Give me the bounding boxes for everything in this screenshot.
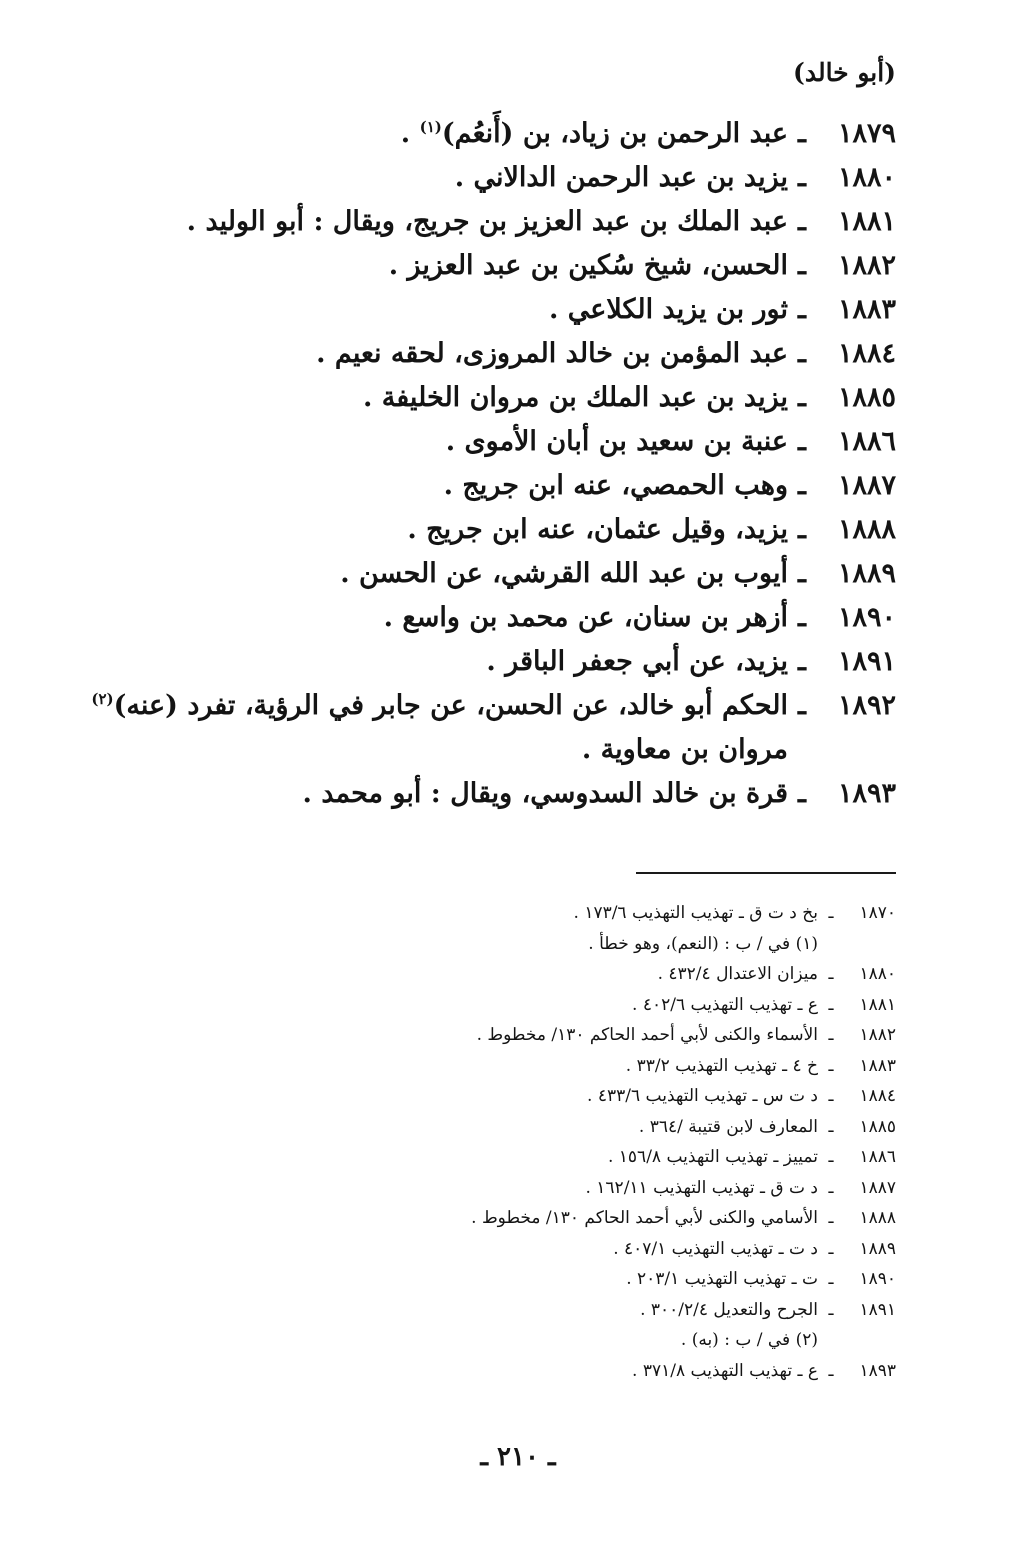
footnote-number: ١٨٨١ bbox=[859, 994, 896, 1015]
entry-dash: ـ bbox=[798, 690, 806, 721]
footnote-row bbox=[76, 1234, 896, 1265]
entry-1891 bbox=[76, 640, 896, 684]
entry-1882 bbox=[76, 244, 896, 288]
entry-text: يزيد، وقيل عثمان، عنه ابن جريج . bbox=[407, 514, 788, 545]
footnote-separator bbox=[636, 872, 896, 874]
footnote-number: ١٨٨٠ bbox=[859, 964, 896, 984]
footnote-text: (٢) في / ب : (به) . bbox=[680, 1330, 818, 1350]
entry-text bbox=[76, 112, 788, 156]
entry-1889 bbox=[76, 552, 896, 596]
entry-number: ١٨٩٣ bbox=[837, 778, 896, 809]
footnote-number: ١٨٩٠ bbox=[859, 1269, 896, 1289]
entry-1886 bbox=[76, 420, 896, 464]
footnote-number: ١٨٩٣ bbox=[859, 1360, 896, 1381]
footnote-dash: ـ bbox=[828, 1360, 834, 1381]
entry-number: ١٨٩١ bbox=[837, 646, 896, 677]
entry-number: ١٨٧٩ bbox=[837, 118, 896, 149]
entry-text-line2: مروان بن معاوية . bbox=[581, 734, 788, 765]
entry-dash: ـ bbox=[798, 250, 806, 281]
entry-number: ١٨٨٢ bbox=[837, 250, 896, 281]
footnote-dash bbox=[818, 929, 844, 960]
entry-text: أزهر بن سنان، عن محمد بن واسع . bbox=[383, 602, 788, 633]
footnote-row bbox=[76, 1356, 896, 1387]
footnote-dash: ـ bbox=[828, 903, 834, 923]
entry-text-main: الحكم أبو خالد، عن الحسن، عن جابر في الرؤية، تفرد (عنه) bbox=[113, 690, 788, 721]
footnote-row bbox=[76, 1264, 896, 1295]
entry-number: ١٨٨٨ bbox=[837, 514, 896, 545]
footnote-dash: ـ bbox=[828, 1147, 834, 1167]
footnote-dash: ـ bbox=[828, 994, 834, 1015]
page-number: ـ ٢١٠ ـ bbox=[480, 1442, 556, 1472]
entry-dash: ـ bbox=[798, 206, 806, 237]
footnote-number: ١٨٨٣ bbox=[859, 1055, 896, 1076]
footnote-number: ١٨٨٦ bbox=[859, 1147, 896, 1167]
footnote-dash: ـ bbox=[828, 1208, 834, 1228]
entry-1879 bbox=[76, 112, 896, 156]
entry-text: قرة بن خالد السدوسي، ويقال : أبو محمد . bbox=[302, 778, 788, 809]
entry-dash: ـ bbox=[798, 778, 806, 809]
footnote-dash: ـ bbox=[828, 1177, 834, 1198]
footnote-row bbox=[76, 1081, 896, 1112]
entry-1890 bbox=[76, 596, 896, 640]
entry-text-tail: . bbox=[400, 118, 411, 149]
entry-dash: ـ bbox=[798, 338, 806, 369]
entry-dash: ـ bbox=[798, 646, 806, 677]
entry-text: يزيد، عن أبي جعفر الباقر . bbox=[486, 646, 788, 677]
footnote-number: ١٨٩١ bbox=[859, 1299, 896, 1320]
footnote-dash: ـ bbox=[828, 1025, 834, 1045]
footnote-dash bbox=[818, 1325, 844, 1356]
footnote-number: ١٨٨٢ bbox=[859, 1025, 896, 1045]
footnote-text: الأسامي والكنى لأبي أحمد الحاكم ١٣٠/ مخطوط . bbox=[471, 1208, 818, 1228]
entries-list bbox=[76, 112, 896, 816]
entry-dash: ـ bbox=[798, 602, 806, 633]
footnote-text: ع ـ تهذيب التهذيب ٣٧١/٨ . bbox=[632, 1360, 818, 1381]
footnote-number: ١٨٨٨ bbox=[859, 1208, 896, 1228]
entry-number: ١٨٨٦ bbox=[837, 426, 896, 457]
entry-number: ١٨٨٠ bbox=[837, 162, 896, 193]
footnote-row bbox=[76, 1325, 896, 1356]
footnote-row bbox=[76, 959, 896, 990]
entry-1892 bbox=[76, 684, 896, 772]
footnote-dash: ـ bbox=[828, 1299, 834, 1320]
footnote-text: المعارف لابن قتيبة /٣٦٤ . bbox=[638, 1116, 818, 1137]
entry-text: عبد المؤمن بن خالد المروزى، لحقه نعيم . bbox=[316, 338, 788, 369]
footnote-row bbox=[76, 898, 896, 929]
footnote-row bbox=[76, 990, 896, 1021]
entry-number: ١٨٨٧ bbox=[837, 470, 896, 501]
footnote-text: الجرح والتعديل ٣٠٠/٢/٤ . bbox=[640, 1299, 818, 1320]
entry-number: ١٨٨٤ bbox=[837, 338, 896, 369]
footnote-number: ١٨٧٠ bbox=[859, 903, 896, 923]
entry-dash: ـ bbox=[798, 382, 806, 413]
footnote-row bbox=[76, 1203, 896, 1234]
entry-text: عنبة بن سعيد بن أبان الأموى . bbox=[445, 426, 788, 457]
footnote-dash: ـ bbox=[828, 1238, 834, 1259]
footnote-text: (١) في / ب : (النعم)، وهو خطأ . bbox=[588, 933, 818, 954]
entry-1887 bbox=[76, 464, 896, 508]
entry-1884 bbox=[76, 332, 896, 376]
footnote-dash: ـ bbox=[828, 1055, 834, 1076]
entry-text: وهب الحمصي، عنه ابن جريج . bbox=[443, 470, 788, 501]
footnote-row bbox=[76, 1051, 896, 1082]
entry-1885 bbox=[76, 376, 896, 420]
footnote-text: بخ د ت ق ـ تهذيب التهذيب ١٧٣/٦ . bbox=[573, 903, 818, 923]
footnote-text: د ت ق ـ تهذيب التهذيب ١٦٢/١١ . bbox=[585, 1177, 818, 1198]
footnote-text: تمييز ـ تهذيب التهذيب ١٥٦/٨ . bbox=[607, 1147, 818, 1167]
footnote-dash: ـ bbox=[828, 964, 834, 984]
footnote-text: د ت ـ تهذيب التهذيب ٤٠٧/١ . bbox=[613, 1238, 818, 1259]
entry-dash: ـ bbox=[798, 162, 806, 193]
entry-text bbox=[76, 684, 788, 772]
entry-dash: ـ bbox=[798, 558, 806, 589]
entry-text: ثور بن يزيد الكلاعي . bbox=[548, 294, 788, 325]
footnote-number: ١٨٨٧ bbox=[859, 1177, 896, 1198]
entry-dash: ـ bbox=[798, 426, 806, 457]
entry-text: عبد الملك بن عبد العزيز بن جريج، ويقال : أبو الوليد . bbox=[186, 206, 788, 237]
footnote-marker: (١) bbox=[419, 118, 442, 136]
footnote-row bbox=[76, 929, 896, 960]
footnote-row bbox=[76, 1112, 896, 1143]
entry-dash: ـ bbox=[798, 514, 806, 545]
footnote-dash: ـ bbox=[828, 1269, 834, 1289]
footnote-text: د ت س ـ تهذيب التهذيب ٤٣٣/٦ . bbox=[587, 1086, 818, 1106]
entry-dash: ـ bbox=[798, 294, 806, 325]
entry-1881 bbox=[76, 200, 896, 244]
entry-number: ١٨٩٢ bbox=[837, 690, 896, 721]
footnote-number bbox=[844, 1325, 896, 1356]
entry-number: ١٨٨٣ bbox=[837, 294, 896, 325]
entry-text: أيوب بن عبد الله القرشي، عن الحسن . bbox=[340, 558, 788, 589]
entry-number: ١٨٨٥ bbox=[837, 382, 896, 413]
footnote-text: ت ـ تهذيب التهذيب ٢٠٣/١ . bbox=[626, 1269, 818, 1289]
entry-text: يزيد بن عبد الملك بن مروان الخليفة . bbox=[363, 382, 788, 413]
footnote-text: ع ـ تهذيب التهذيب ٤٠٢/٦ . bbox=[632, 994, 818, 1015]
entry-text: الحسن، شيخ سُكين بن عبد العزيز . bbox=[388, 250, 788, 281]
entry-1880 bbox=[76, 156, 896, 200]
footnote-text: خ ٤ ـ تهذيب التهذيب ٣٣/٢ . bbox=[625, 1055, 818, 1076]
footnote-text: ميزان الاعتدال ٤٣٢/٤ . bbox=[657, 964, 818, 984]
footnote-row bbox=[76, 1142, 896, 1173]
entry-1893 bbox=[76, 772, 896, 816]
entry-text-main: عبد الرحمن بن زياد، بن (أَنعُم) bbox=[441, 118, 788, 149]
entry-number: ١٨٨١ bbox=[837, 206, 896, 237]
entry-dash: ـ bbox=[798, 118, 806, 149]
footnote-row bbox=[76, 1173, 896, 1204]
footnote-dash: ـ bbox=[828, 1086, 834, 1106]
footnote-number: ١٨٨٥ bbox=[859, 1116, 896, 1137]
footnotes-list bbox=[76, 898, 896, 1386]
footnote-dash: ـ bbox=[828, 1116, 834, 1137]
footnote-marker: (٢) bbox=[91, 690, 114, 708]
page-header: (أبو خالد) bbox=[793, 58, 896, 87]
footnote-number: ١٨٨٤ bbox=[859, 1086, 896, 1106]
footnote-number: ١٨٨٩ bbox=[859, 1238, 896, 1259]
footnote-text: الأسماء والكنى لأبي أحمد الحاكم ١٣٠/ مخطوط . bbox=[476, 1025, 818, 1045]
footnote-row bbox=[76, 1020, 896, 1051]
footnote-row bbox=[76, 1295, 896, 1326]
entry-1888 bbox=[76, 508, 896, 552]
entry-dash: ـ bbox=[798, 470, 806, 501]
entry-number: ١٨٩٠ bbox=[837, 602, 896, 633]
entry-number: ١٨٨٩ bbox=[837, 558, 896, 589]
entry-text: يزيد بن عبد الرحمن الدالاني . bbox=[454, 162, 788, 193]
entry-1883 bbox=[76, 288, 896, 332]
footnote-number bbox=[844, 929, 896, 960]
